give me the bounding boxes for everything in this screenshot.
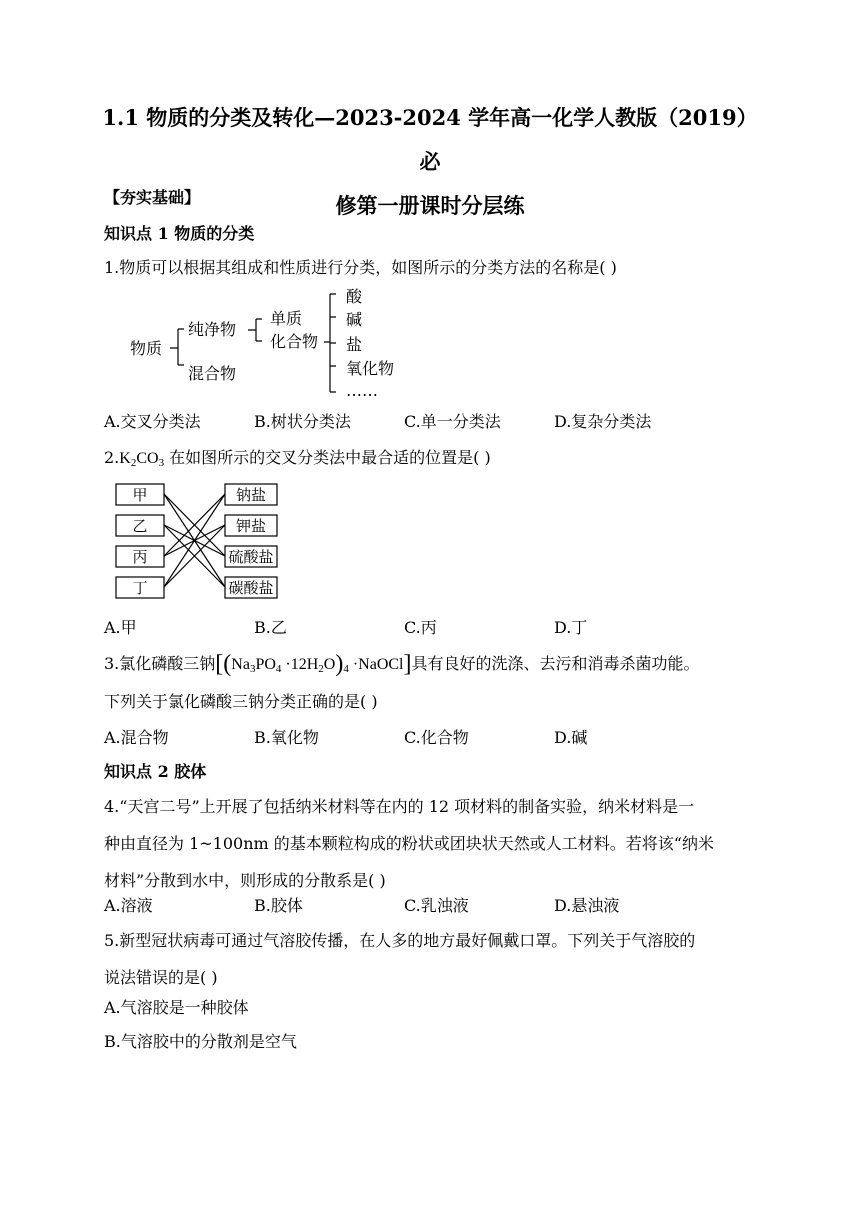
- question-5-stem: 5.新型冠状病毒可通过气溶胶传播，在人多的地方最好佩戴口罩。下列关于气溶胶的 说法错误的是( ): [104, 931, 696, 987]
- knowledge-point-1-heading: 知识点 1 物质的分类: [104, 224, 255, 243]
- q1-option-a: A.交叉分类法: [104, 412, 201, 431]
- title-line-2: 修第一册课时分层练: [335, 193, 525, 218]
- node-salt: 盐: [346, 335, 363, 354]
- node-element: 单质: [270, 309, 303, 328]
- question-1-stem: 1.物质可以根据其组成和性质进行分类，如图所示的分类方法的名称是( ): [104, 258, 617, 277]
- formula-chlorinated-trisodium-phosphate: [$(Na_3PO_4 \cdot 12H_2O)_4$ ·NaOCl]: [215, 651, 412, 677]
- question-3-stem-line-1: 3.氯化磷酸三钠[$(Na_3PO_4 \cdot 12H_2O)_4$ ·NaOCl]具有良好的洗涤、去污和消毒杀菌功能。: [104, 651, 700, 677]
- q3-option-b: B.氧化物: [254, 728, 319, 747]
- q4-option-b: B.胶体: [254, 896, 303, 915]
- node-base: 碱: [346, 310, 363, 329]
- q2-option-d: D.丁: [554, 618, 588, 637]
- q4-option-a: A.溶液: [104, 896, 153, 915]
- q1-option-b: B.树状分类法: [254, 412, 351, 431]
- node-oxide: 氧化物: [346, 359, 395, 378]
- question-2-stem: $2.K_2CO_3$ 在如图所示的交叉分类法中最合适的位置是( ): [104, 448, 491, 469]
- node-pure: 纯净物: [188, 320, 237, 339]
- tree-classification-diagram: [120, 286, 420, 400]
- node-compound: 化合物: [270, 332, 319, 351]
- q2-option-c: C.丙: [404, 618, 437, 637]
- node-acid: 酸: [346, 287, 363, 306]
- box-ding: 丁: [132, 579, 148, 597]
- question-4-stem: 4.“天宫二号”上开展了包括纳米材料等在内的 12 项材料的制备实验，纳米材料是一 种由直径为 1~100nm 的基本颗粒构成的粉状或团块状天然或人工材料。若将该“纳米 材料”分散到水中，则形成的分散系是( ): [104, 797, 714, 890]
- box-carbonate: 碳酸盐: [228, 579, 274, 597]
- q1-option-c: C.单一分类法: [404, 412, 501, 431]
- section-heading: 【夯实基础】: [104, 188, 201, 207]
- q1-option-d: D.复杂分类法: [554, 412, 652, 431]
- q3-option-c: C.化合物: [404, 728, 469, 747]
- q5-option-b: B.气溶胶中的分散剂是空气: [104, 1032, 297, 1051]
- box-bing: 丙: [132, 548, 148, 566]
- node-root: 物质: [130, 339, 163, 358]
- node-mixture: 混合物: [188, 364, 237, 383]
- box-potassium-salt: 钾盐: [235, 517, 267, 535]
- node-ellipsis: ……: [346, 381, 378, 400]
- title-line-1: 1.1 物质的分类及转化—2023-2024 学年高一化学人教版（2019）必: [102, 105, 758, 174]
- box-sulfate: 硫酸盐: [228, 548, 274, 566]
- q4-option-d: D.悬浊液: [554, 896, 620, 915]
- q4-option-c: C.乳浊液: [404, 896, 469, 915]
- q3-option-d: D.碱: [554, 728, 588, 747]
- knowledge-point-2-heading: 知识点 2 胶体: [104, 762, 207, 781]
- q2-option-a: A.甲: [104, 618, 137, 637]
- question-3-stem-line-2: 下列关于氯化磷酸三钠分类正确的是( ): [104, 692, 378, 711]
- q3-option-a: A.混合物: [104, 728, 169, 747]
- formula-k2co3: $K_2CO_3$: [119, 450, 165, 469]
- q5-option-a: A.气溶胶是一种胶体: [104, 998, 249, 1017]
- q2-option-b: B.乙: [254, 618, 287, 637]
- box-jia: 甲: [132, 486, 148, 504]
- box-sodium-salt: 钠盐: [235, 486, 267, 504]
- cross-classification-diagram: [110, 480, 290, 604]
- box-yi: 乙: [132, 517, 148, 535]
